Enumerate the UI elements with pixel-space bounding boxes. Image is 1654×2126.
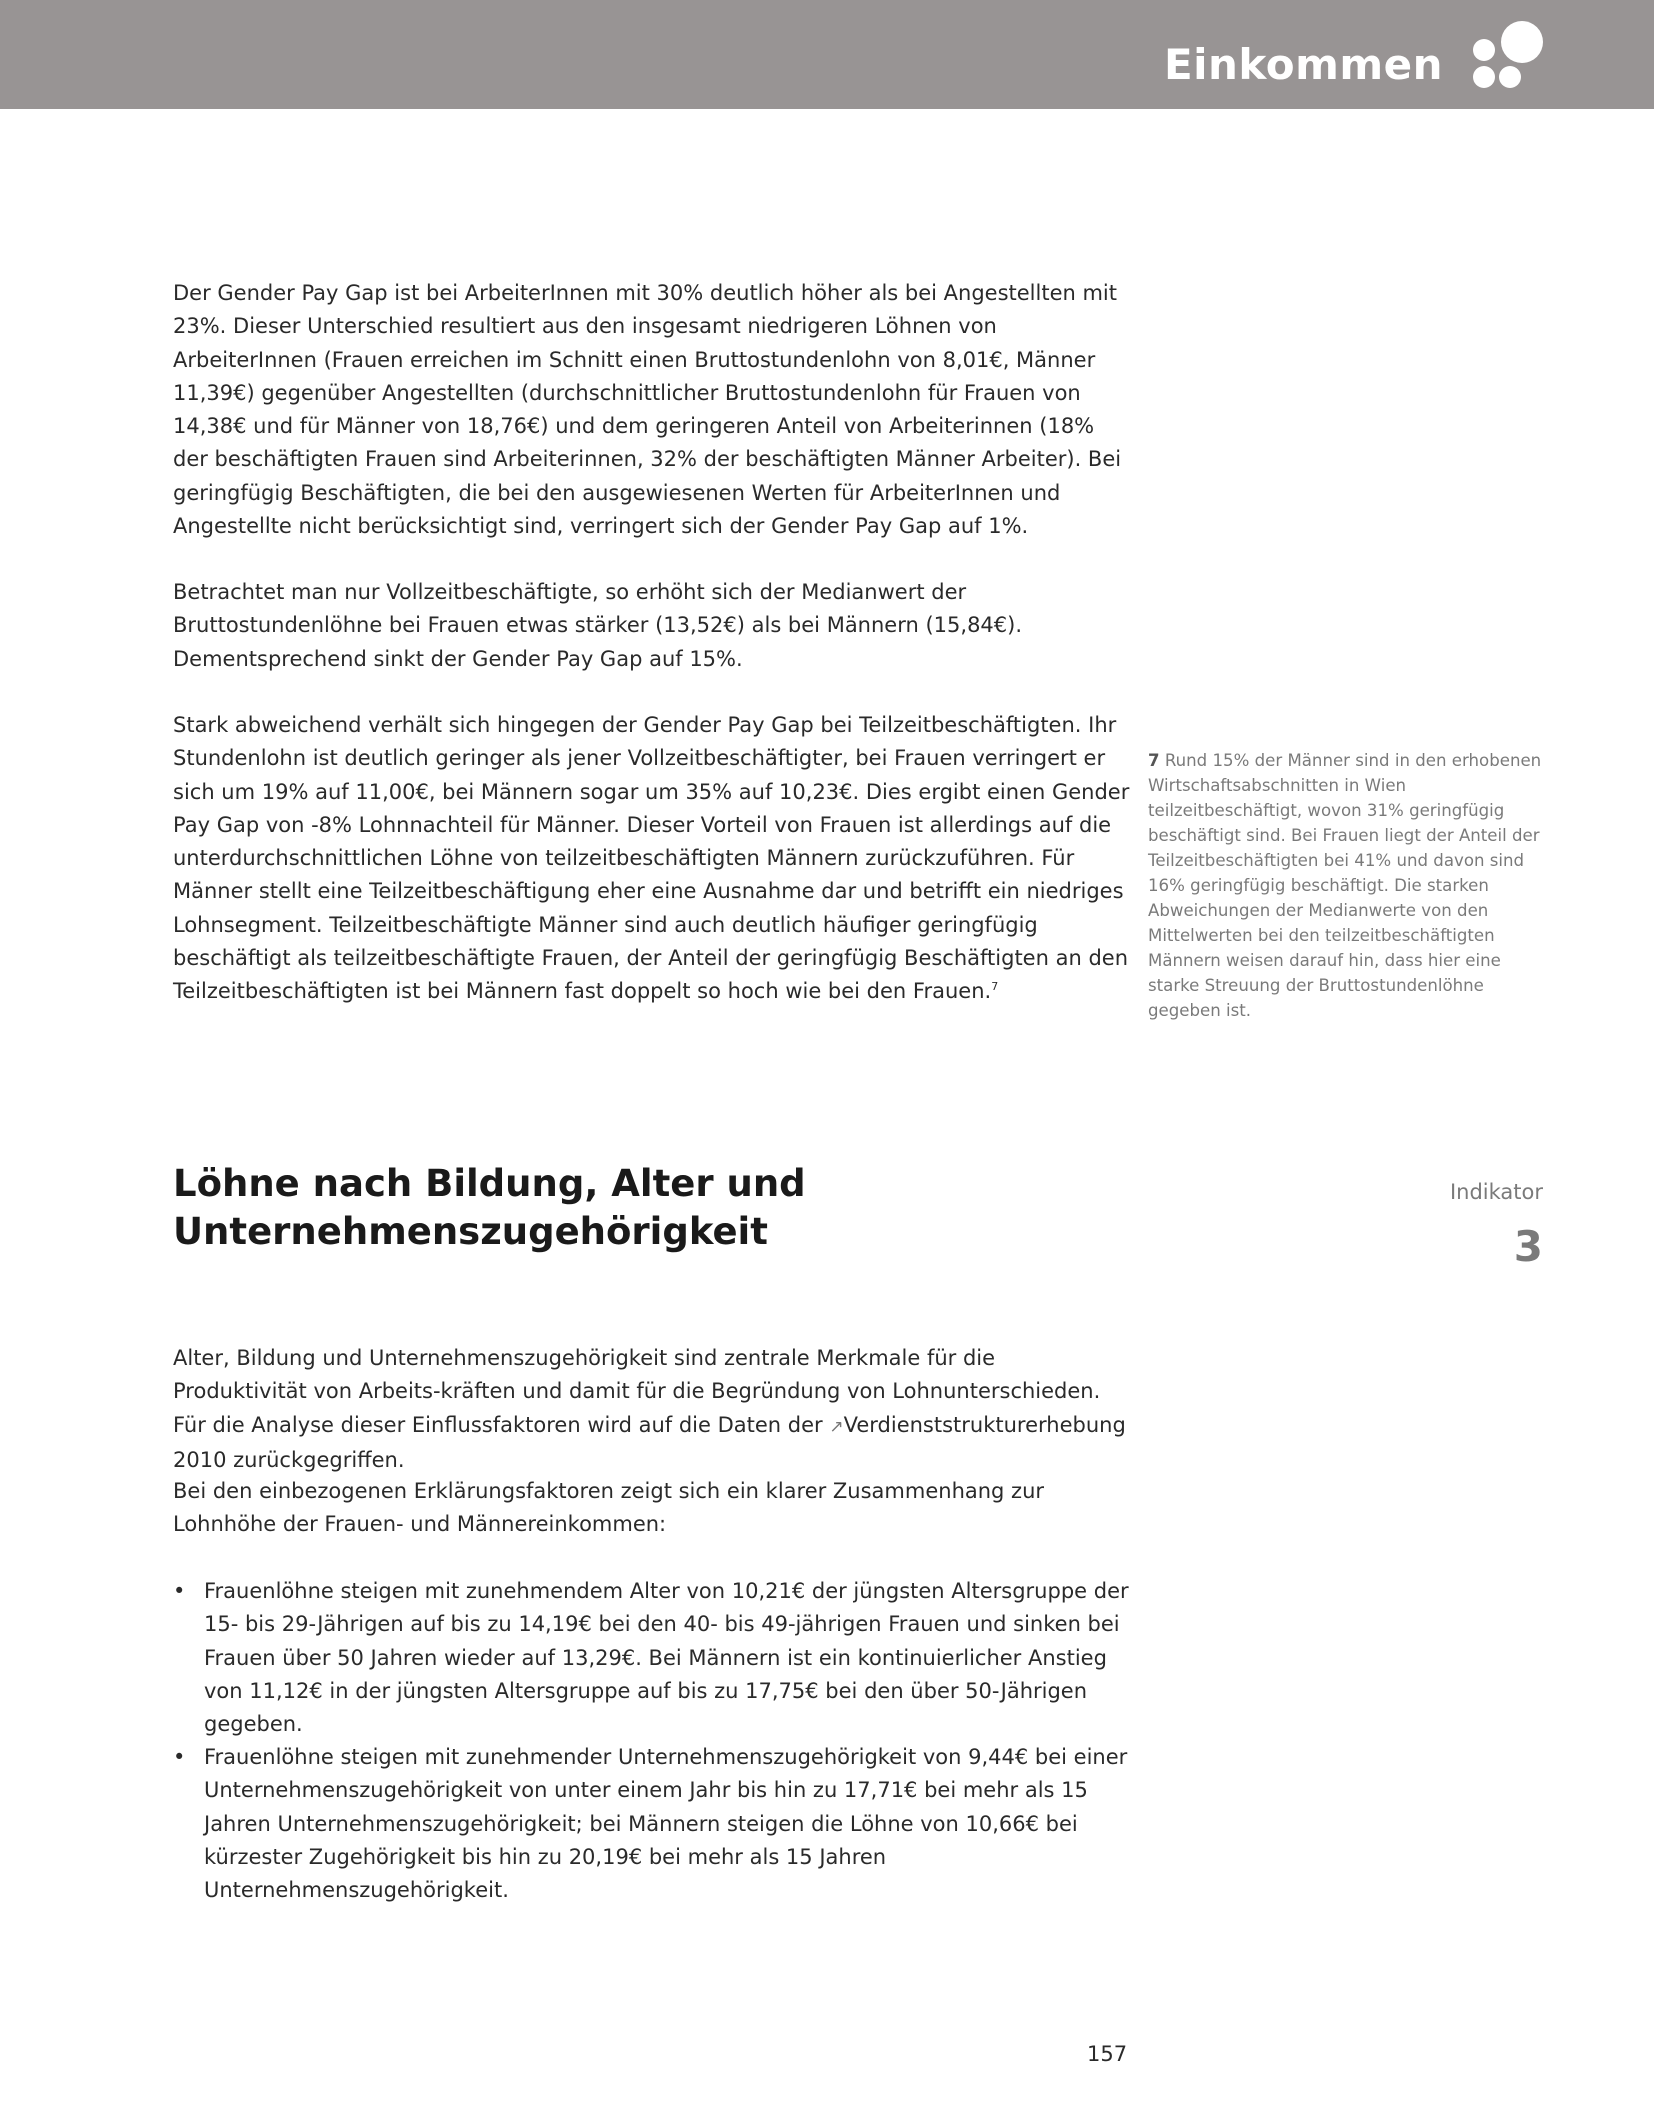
list-item [173, 1741, 1133, 1907]
section-heading-line-1: Löhne nach Bildung, Alter und [173, 1162, 806, 1205]
bullet-marker: • [173, 1745, 186, 1769]
paragraph-3-text: Stark abweichend verhält sich hingegen der Gender Pay Gap bei Teilzeitbeschäftigten. Ihr Stundenlohn ist deutlich geringer als jener Vollzeitbeschäftigter, bei Frauen verringert er sich um 19% auf 11,00€, bei Männern sogar um 35% auf 10,23€. Dies ergibt einen Gender Pay Gap von -8% Lohnnachteil für Männer. Dieser Vorteil von Frauen ist allerdings auf die unterdurchschnittlichen Löhne von teilzeitbeschäftigten Männern zurückzuführen. Für Männer stellt eine Teilzeitbeschäftigung eher eine Ausnahme dar und betrifft ein niedriges Lohnsegment. Teilzeitbeschäftigte Männer sind auch deutlich häufiger geringfügig beschäftigt als teilzeitbeschäftigte Frauen, der Anteil der geringfügig Beschäftigten an den Teilzeitbeschäftigten ist bei Männern fast doppelt so hoch wie bei den Frauen. [173, 713, 1130, 1004]
footnote-reference: 7 [991, 980, 999, 994]
footnote-number: 7 [1148, 751, 1160, 770]
bullet-marker: • [173, 1579, 186, 1603]
section-p1-text: Alter, Bildung und Unternehmenszugehörigkeit sind zentrale Merkmale für die Produktivität von Arbeits-kräften und damit für die Begründung von Lohnunterschieden. Für die Analyse dieser Einflussfaktoren wird auf die Daten der [173, 1346, 1101, 1437]
header-title: Einkommen [1163, 40, 1443, 89]
footnote-7 [1148, 748, 1546, 1023]
bullet-text: Frauenlöhne steigen mit zunehmendem Alter von 10,21€ der jüngsten Altersgruppe der 15- bis 29-Jährigen auf bis zu 14,19€ bei den 40- bis 49-jährigen Frauen und sinken bei Frauen über 50 Jahren wieder auf 13,29€. Bei Männern ist ein kontinuierlicher Anstieg von 11,12€ in der jüngsten Altersgruppe auf bis zu 17,75€ bei den über 50-Jährigen gegeben. [204, 1579, 1129, 1737]
verdienststrukturerhebung-link[interactable]: Verdienststrukturerhebung 2010 [173, 1412, 1126, 1472]
section-heading [173, 1160, 1073, 1256]
bullet-list [173, 1575, 1133, 1741]
bullet-text: Frauenlöhne steigen mit zunehmender Unternehmenszugehörigkeit von 9,44€ bei einer Unternehmenszugehörigkeit von unter einem Jahr bis hin zu 17,71€ bei mehr als 15 Jahren Unternehmenszugehörigkeit; bei Männern steigen die Löhne von 10,66€ bei kürzester Zugehörigkeit bis hin zu 20,19€ bei mehr als 15 Jahren Unternehmenszugehörigkeit. [204, 1745, 1128, 1903]
section-paragraph-2: Bei den einbezogenen Erklärungsfaktoren zeigt sich ein klarer Zusammenhang zur Lohnhöhe der Frauen- und Männereinkommen: [173, 1479, 1045, 1537]
four-dots-logo-icon [1472, 20, 1547, 90]
body-paragraph-3 [173, 709, 1133, 1009]
list-item [173, 1575, 1133, 1741]
external-link-arrow-icon: ↗ [829, 1416, 844, 1437]
section-paragraph-1 [173, 1342, 1133, 1477]
bullet-list-2 [173, 1741, 1133, 1907]
page-header [0, 0, 1654, 109]
body-paragraph-2: Betrachtet man nur Vollzeitbeschäftigte, so erhöht sich der Medianwert der Bruttostundenlöhne bei Frauen etwas stärker (13,52€) als bei Männern (15,84€). Dementsprechend sinkt der Gender Pay Gap auf 15%. [173, 580, 1023, 671]
indicator-label: Indikator [1449, 1180, 1543, 1204]
section-heading-line-2: Unternehmenszugehörigkeit [173, 1210, 768, 1253]
section-p1-tail: zurückgegriffen. [233, 1447, 405, 1472]
body-paragraph-1: Der Gender Pay Gap ist bei ArbeiterInnen mit 30% deutlich höher als bei Angestellten mit 23%. Dieser Unterschied resultiert aus den insgesamt niedrigeren Löhnen von ArbeiterInnen (Frauen erreichen im Schnitt einen Bruttostundenlohn von 8,01€, Männer 11,39€) gegenüber Angestellten (durchschnittlicher Bruttostundenlohn für Frauen von 14,38€ und für Männer von 18,76€) und dem geringeren Anteil von Arbeiterinnen (18% der beschäftigten Frauen sind Arbeiterinnen, 32% der beschäftigten Männer Arbeiter). Bei geringfügig Beschäftigten, die bei den ausgewiesenen Werten für ArbeiterInnen und Angestellte nicht berücksichtigt sind, verringert sich der Gender Pay Gap auf 1%. [173, 281, 1122, 539]
indicator-number: 3 [1513, 1222, 1543, 1271]
footnote-text: Rund 15% der Männer sind in den erhobenen Wirtschaftsabschnitten in Wien teilzeitbeschäftigt, wovon 31% geringfügig beschäftigt sind. Bei Frauen liegt der Anteil der Teilzeitbeschäftigten bei 41% und davon sind 16% geringfügig beschäftigt. Die starken Abweichungen der Medianwerte von den Mittelwerten bei den teilzeitbeschäftigten Männern weisen darauf hin, dass hier eine starke Streuung der Bruttostundenlöhne gegeben ist. [1148, 751, 1542, 1020]
page-number: 157 [1087, 2042, 1128, 2066]
